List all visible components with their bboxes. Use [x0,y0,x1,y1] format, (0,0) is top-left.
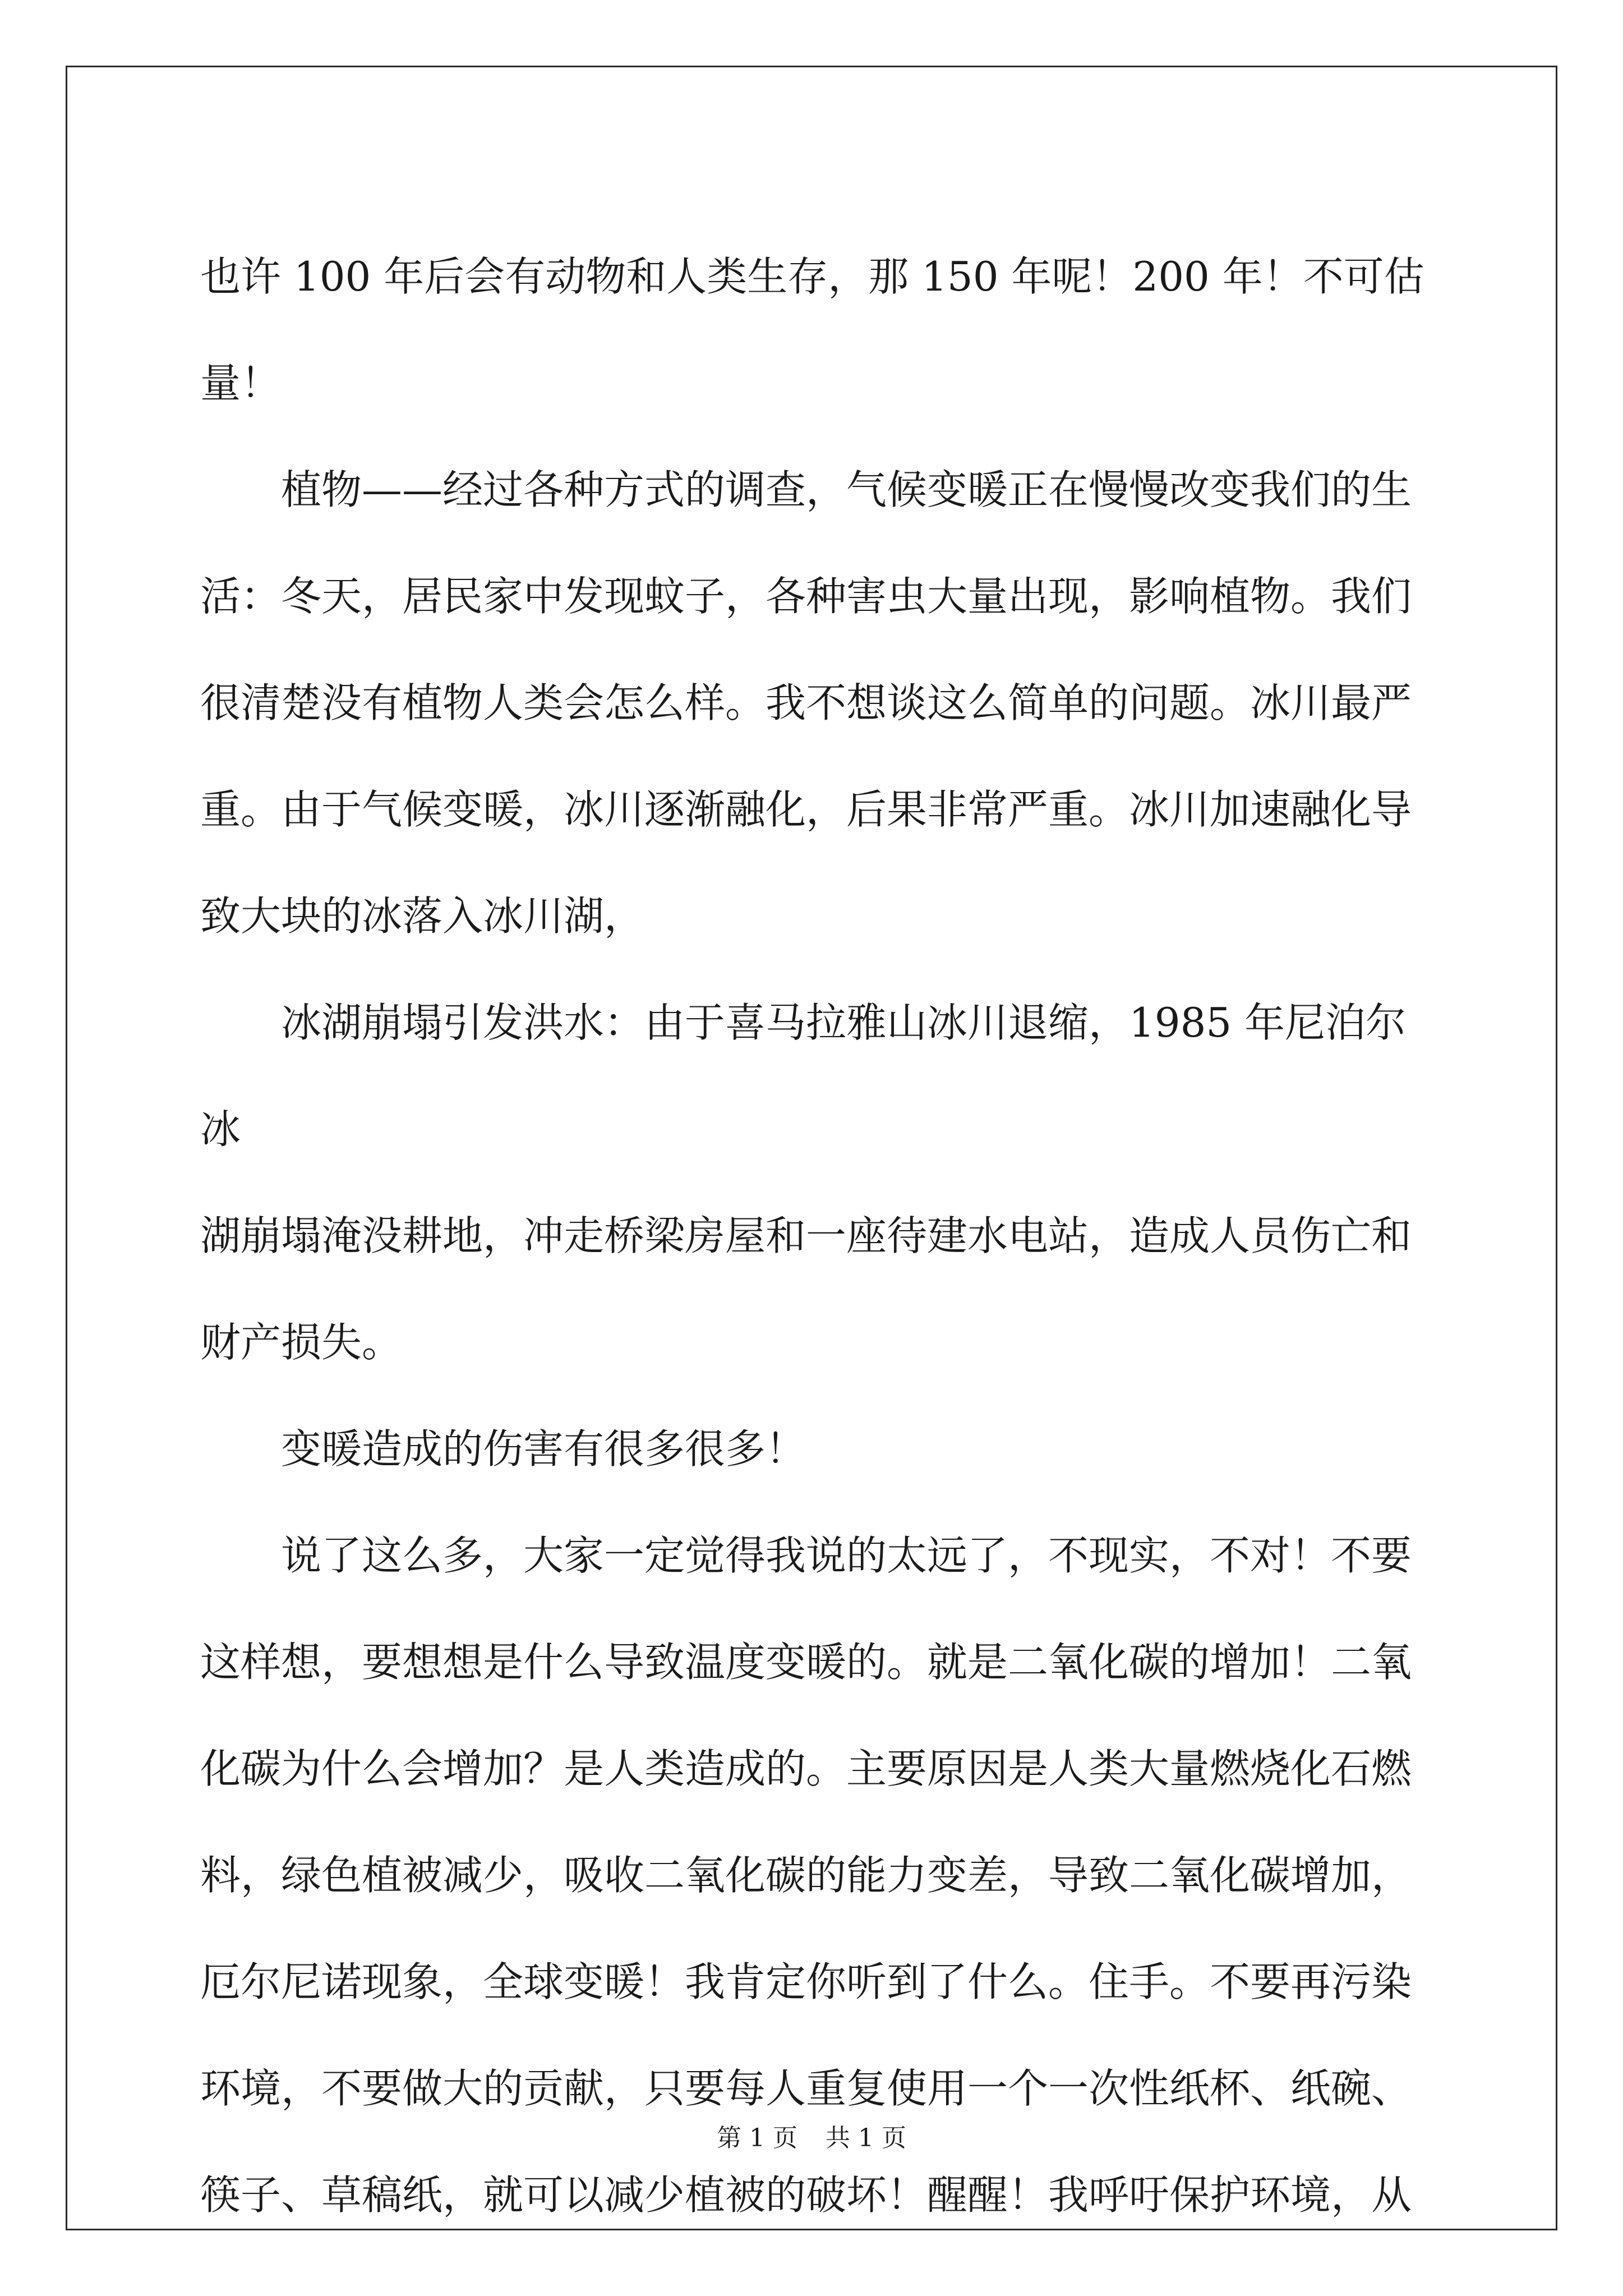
text-line: 说了这么多，大家一定觉得我说的太远了，不现实，不对！不要 [200,1532,1412,1579]
document-body [200,223,1434,2248]
text-line: 厄尔尼诺现象，全球变暖！我肯定你听到了什么。住手。不要再污染 [200,1958,1412,2005]
text-line: 冰湖崩塌引发洪水：由于喜马拉雅山冰川退缩，1985 年尼泊尔冰 [200,999,1407,1153]
text-line: 很清楚没有植物人类会怎么样。我不想谈这么简单的问题。冰川最严 [200,679,1412,726]
text-line: 筷子、草稿纸，就可以减少植被的破坏！醒醒！我呼吁保护环境，从 [200,2171,1412,2219]
text-line: 植物——经过各种方式的调查，气候变暖正在慢慢改变我们的生 [200,466,1412,513]
page-number: 第 1 页 [717,2124,797,2152]
text-line: 变暖造成的伤害有很多很多！ [200,1425,806,1473]
text-line: 湖崩塌淹没耕地，冲走桥梁房屋和一座待建水电站，造成人员伤亡和 [200,1212,1412,1259]
text-line: 料，绿色植被减少，吸收二氧化碳的能力变差，导致二氧化碳增加， [200,1852,1412,1899]
page-total: 共 1 页 [826,2124,906,2152]
text-line: 财产损失。 [200,1319,403,1366]
text-line: 致大块的冰落入冰川湖， [200,892,645,940]
text-line: 重。由于气候变暖，冰川逐渐融化，后果非常严重。冰川加速融化导 [200,786,1412,833]
text-line: 环境，不要做大的贡献，只要每人重复使用一个一次性纸杯、纸碗、 [200,2065,1412,2112]
text-line: 化碳为什么会增加？是人类造成的。主要原因是人类大量燃烧化石燃 [200,1745,1412,1792]
text-line: 也许 100 年后会有动物和人类生存，那 150 年呢！200 年！不可估量！ [200,253,1424,407]
text-line: 这样想，要想想是什么导致温度变暖的。就是二氧化碳的增加！二氧 [200,1639,1412,1686]
text-line: 活：冬天，居民家中发现蚊子，各种害虫大量出现，影响植物。我们 [200,573,1412,620]
page-footer [0,2118,1623,2154]
